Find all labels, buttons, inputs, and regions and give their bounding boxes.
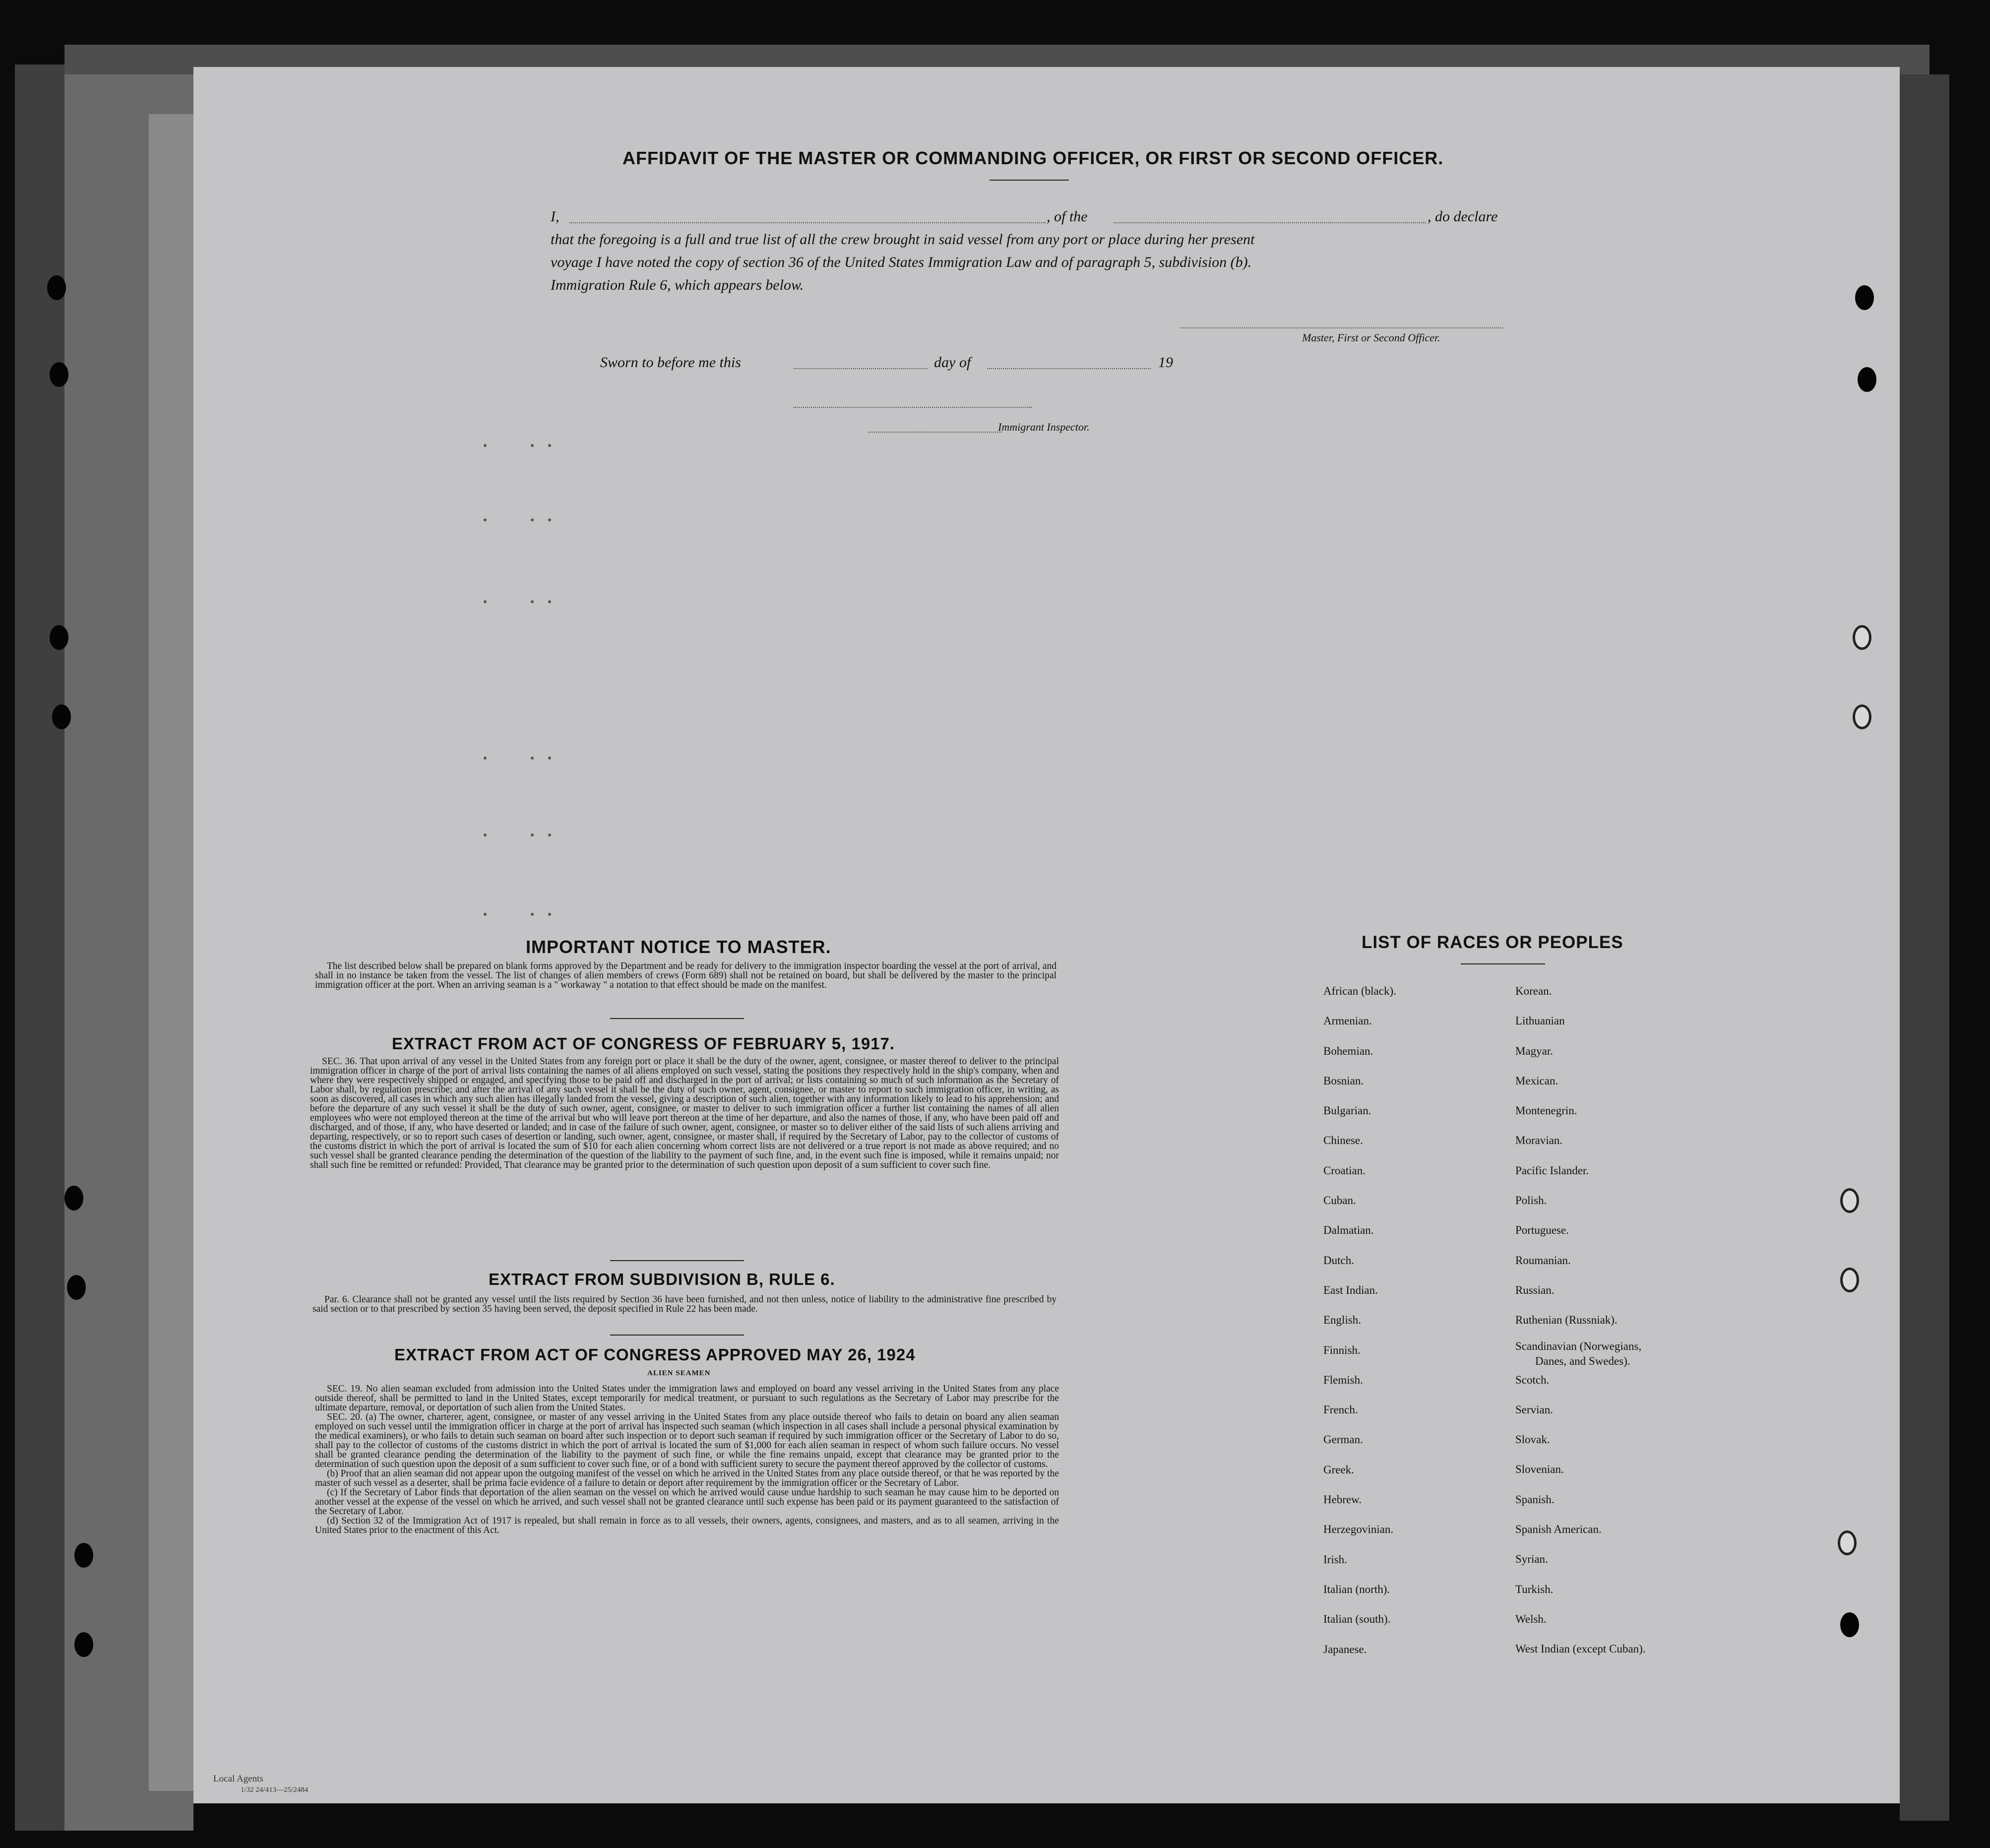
affidavit-statement-2: voyage I have noted the copy of section 36 of the United States Immigration Law and of paragraph 5, subdivision (b).: [551, 254, 1252, 270]
race-item: Dalmatian.: [1323, 1224, 1374, 1237]
faint-dot: [548, 913, 551, 916]
race-item: Slovenian.: [1515, 1463, 1564, 1476]
race-item: Greek.: [1323, 1463, 1354, 1476]
day-of-label: day of: [934, 354, 971, 371]
notice-divider: [610, 1018, 744, 1019]
extract-1917-paragraph: SEC. 36. That upon arrival of any vessel in the United States from any foreign port or place it shall be the duty of the owner, agent, consignee, or master thereof to deliver to the principal immigration officer in charge of the port of arrival lists containing the names of all aliens employed on such vessel, stating the positions they respectively hold in the ship's company, when and where they were respectively shipped or engaged, and specifying those to be paid off and discharged in the port of arrival; or lists containing so much of such information as the Secretary of Labor shall, by regulation prescribe; and after the arrival of any such vessel it shall be the duty of such owner, agent, consignee, or master to report to such immigration officer, in writing, as soon as discovered, all cases in which any such alien has illegally landed from the vessel, giving a description of such alien, together with any information likely to lead to his apprehension; and before the departure of any such vessel it shall be the duty of such owner, agent, consignee, or master to deliver to such immigration officer a further list containing the names of all alien employees who were not employed thereon at the time of the arrival but who will leave port thereon at the time of her departure, and also the names of those, if any, who have been paid off and discharged, and of those, if any, who have deserted or landed; and in case of the failure of such owner, agent, consignee, or master so to deliver either of the said lists of such aliens arriving and departing, respectively, or so to report such cases of desertion or landing, such owner, agent, consignee, or master shall, if required by the Secretary of Labor, pay to the collector of customs of the customs district in which the port of arrival is located the sum of $10 for each alien concerning whom correct lists are not delivered or a true report is not made as above required; and no such vessel shall be granted clearance pending the determination of the question of the liability to the payment of such fine, and, in the event such fine is imposed, while it remains unpaid; nor shall such fine be remitted or refunded: Provided, That clearance may be granted prior to the determination of such question upon deposit of a sum sufficient to cover such fine.: [310, 1056, 1059, 1170]
race-item: Japanese.: [1323, 1643, 1367, 1656]
binder-hole: [74, 1632, 93, 1657]
faint-dot: [531, 600, 534, 603]
vessel-blank[interactable]: [1114, 222, 1426, 223]
affidavit-statement: that the foregoing is a full and true list of all the crew brought in said vessel from any port or place during her present: [551, 231, 1255, 248]
footer-agents: Local Agents: [213, 1774, 263, 1784]
binder-hole: [1840, 1612, 1859, 1637]
race-item: Spanish American.: [1515, 1523, 1602, 1536]
binder-hole: [52, 704, 71, 729]
affidavit-title-rule: [990, 180, 1069, 181]
race-item: Slovak.: [1515, 1433, 1550, 1446]
races-right-column: [1515, 976, 1646, 1664]
binder-hole: [1840, 1188, 1859, 1213]
race-item: Danes, and Swedes).: [1535, 1354, 1630, 1367]
race-item: Italian (south).: [1323, 1613, 1391, 1626]
race-item: Russian.: [1515, 1283, 1555, 1296]
race-item: Syrian.: [1515, 1553, 1548, 1566]
faint-dot: [548, 757, 551, 760]
faint-dot: [484, 833, 487, 836]
extract-1917-divider: [610, 1260, 744, 1261]
race-item: Dutch.: [1323, 1254, 1354, 1267]
faint-dot: [548, 444, 551, 447]
extract-1924-sec20d: (d) Section 32 of the Immigration Act of 1917 is repealed, but shall remain in force as to all vessels, their owners, agents, consignees, and masters, and as to all seamen, arriving in the United States prior to the enactment of this Act.: [315, 1516, 1059, 1535]
binder-hole: [74, 1543, 93, 1568]
faint-dot: [484, 757, 487, 760]
extract-1924-title: EXTRACT FROM ACT OF CONGRESS APPROVED MAY 26, 1924: [394, 1345, 916, 1364]
faint-dot: [484, 444, 487, 447]
notice-paragraph: The list described below shall be prepared on blank forms approved by the Department and be ready for delivery to the immigration inspector boarding the vessel at the port of arrival, and shall in no instance be taken from the vessel. The list of changes of alien members of crews (Form 689) shall not be retained on board, but shall be delivered by the master to the principal immigration officer at the port. When an arriving seaman is a " workaway " a notation to that effect should be made on the manifest.: [315, 961, 1057, 990]
race-item: Roumanian.: [1515, 1254, 1571, 1267]
binder-hole: [1858, 367, 1876, 392]
race-item: Turkish.: [1515, 1583, 1554, 1595]
affidavit-statement-3: Immigration Rule 6, which appears below.: [551, 277, 804, 293]
race-item: Cuban.: [1323, 1194, 1356, 1207]
faint-dot: [531, 833, 534, 836]
race-item: Bulgarian.: [1323, 1104, 1371, 1117]
race-item: Mexican.: [1515, 1074, 1558, 1087]
affidavit-i-label: I,: [551, 208, 560, 225]
binder-hole: [1853, 704, 1871, 729]
race-item: Portuguese.: [1515, 1224, 1569, 1237]
faint-dot: [531, 518, 534, 521]
race-item: Scotch.: [1515, 1373, 1550, 1386]
extract-rule6-paragraph: Par. 6. Clearance shall not be granted any vessel until the lists required by Section 36 have been furnished, and not then unless, notice of liability to the administrative fine prescribed by said section or to that prescribed by section 35 having been served, the deposit specified in Rule 22 has been made.: [312, 1294, 1057, 1314]
extract-1924-sec19: SEC. 19. No alien seaman excluded from admission into the United States under the immigration laws and employed on board any vessel arriving in the United States from any place outside thereof, shall be permitted to land in the United States, except temporarily for medical treatment, or pursuant to such regulations as the Secretary of Labor may prescribe for the ultimate departure, removal, or deportation of such alien from the United States.: [315, 1384, 1059, 1413]
race-item: Magyar.: [1515, 1044, 1554, 1057]
inspector-label: Immigrant Inspector.: [998, 421, 1090, 433]
races-left-column: [1323, 976, 1396, 1664]
race-item: Italian (north).: [1323, 1583, 1390, 1595]
binder-hole: [47, 275, 66, 300]
inspector-signature-line[interactable]: [794, 407, 1032, 408]
race-item: East Indian.: [1323, 1283, 1378, 1296]
footer-form-number: 1/32 24/413—25/2484: [241, 1786, 309, 1794]
extract-1924-sec20b: (b) Proof that an alien seaman did not appear upon the outgoing manifest of the vessel on which he arrived in the United States from any place outside thereof, or that he was reported by the master of such vessel as a deserter, shall be prima facie evidence of a failure to detain or deport after requirement by the immigration officer or the Secretary of Labor.: [315, 1468, 1059, 1488]
extract-rule6-title: EXTRACT FROM SUBDIVISION B, RULE 6.: [489, 1270, 835, 1288]
races-title-rule: [1461, 963, 1545, 964]
race-item: Irish.: [1323, 1553, 1347, 1566]
race-item: German.: [1323, 1433, 1363, 1446]
binder-hole: [67, 1275, 86, 1300]
back-page-right: [1900, 74, 1949, 1821]
extract-1924-sec20c: (c) If the Secretary of Labor finds that deportation of the alien seaman on the vessel on which he arrived would cause undue hardship to such seaman he may cause him to be deported on another vessel at the expense of the vessel on which he arrived, and such vessel shall not be granted clearance until such expense has been paid or its payment guaranteed to the satisfaction of the Secretary of Labor.: [315, 1487, 1059, 1517]
race-item: Flemish.: [1323, 1373, 1363, 1386]
race-item: African (black).: [1323, 985, 1396, 997]
extract-1924-text: [315, 1384, 1059, 1535]
race-item: Polish.: [1515, 1194, 1547, 1207]
faint-dot: [484, 913, 487, 916]
extract-1917-title: EXTRACT FROM ACT OF CONGRESS OF FEBRUARY 5, 1917.: [392, 1034, 895, 1053]
races-title: LIST OF RACES OR PEOPLES: [1362, 933, 1623, 952]
extract-rule6-divider: [610, 1335, 744, 1336]
race-item: West Indian (except Cuban).: [1515, 1643, 1646, 1656]
race-item: Spanish.: [1515, 1493, 1555, 1506]
extract-1924-sec20a: SEC. 20. (a) The owner, charterer, agent, consignee, or master of any vessel arriving in the United States from any place outside thereof who fails to detain on board any alien seaman employed on such vessel until the immigration officer in charge at the port of arrival has inspected such seaman (which inspection in all cases shall include a personal physical examination by the medical examiners), or who fails to detain such seaman on board after such inspection or to deport such seaman if required by such immigration officer or the Secretary of Labor to do so, shall pay to the collector of customs of the customs district in which the port of arrival is located the sum of $1,000 for each alien seaman in respect of whom such failure occurs. No vessel shall be granted clearance pending the determination of the liability to the payment of such fine, or while the fine remains unpaid, except that clearance may be granted prior to the determination of such question upon the deposit of a sum sufficient to cover such fine, or of a bond with sufficient surety to secure the payment thereof approved by the collector of customs.: [315, 1412, 1059, 1469]
race-item: Bosnian.: [1323, 1074, 1364, 1087]
year-prefix: 19: [1158, 354, 1173, 371]
faint-dot: [484, 600, 487, 603]
race-item: Finnish.: [1323, 1343, 1361, 1356]
race-item: Croatian.: [1323, 1164, 1366, 1177]
name-blank[interactable]: [569, 222, 1046, 223]
inspector-signature-line-2[interactable]: [868, 432, 1002, 433]
master-signature-line[interactable]: [1181, 327, 1503, 328]
sworn-day-blank[interactable]: [794, 368, 928, 369]
faint-dot: [484, 518, 487, 521]
sworn-month-blank[interactable]: [987, 368, 1151, 369]
race-item: Herzegovinian.: [1323, 1523, 1394, 1536]
race-item: Ruthenian (Russniak).: [1515, 1314, 1617, 1327]
race-item: English.: [1323, 1314, 1362, 1327]
race-item: Servian.: [1515, 1403, 1554, 1416]
race-item: Bohemian.: [1323, 1044, 1373, 1057]
race-item: Welsh.: [1515, 1612, 1547, 1625]
binder-hole: [1853, 625, 1871, 650]
extract-1917-text: [310, 1057, 1059, 1170]
binder-hole: [1855, 285, 1874, 310]
race-item: Montenegrin.: [1515, 1104, 1577, 1117]
extract-1924-subtitle: ALIEN SEAMEN: [647, 1369, 711, 1377]
binder-hole: [1838, 1530, 1857, 1555]
race-item: Moravian.: [1515, 1134, 1563, 1147]
faint-dot: [548, 518, 551, 521]
race-item: Korean.: [1515, 985, 1552, 997]
faint-dot: [548, 600, 551, 603]
race-item: Pacific Islander.: [1515, 1164, 1589, 1177]
faint-dot: [531, 444, 534, 447]
extract-rule6-text: [312, 1295, 1057, 1314]
master-signature-label: Master, First or Second Officer.: [1302, 331, 1440, 344]
race-item: French.: [1323, 1403, 1358, 1416]
faint-dot: [531, 757, 534, 760]
race-item: Lithuanian: [1515, 1015, 1565, 1027]
faint-dot: [531, 913, 534, 916]
binder-hole: [50, 362, 68, 387]
race-item: Chinese.: [1323, 1134, 1363, 1147]
binder-hole: [64, 1186, 83, 1211]
race-item: Hebrew.: [1323, 1493, 1362, 1506]
affidavit-title: AFFIDAVIT OF THE MASTER OR COMMANDING OFFICER, OR FIRST OR SECOND OFFICER.: [622, 148, 1444, 168]
binder-hole: [50, 625, 68, 650]
binder-hole: [1840, 1268, 1859, 1292]
sworn-label: Sworn to before me this: [600, 354, 741, 371]
affidavit-of-the-label: , of the: [1047, 208, 1088, 225]
faint-dot: [548, 833, 551, 836]
notice-text: [315, 961, 1057, 990]
notice-title: IMPORTANT NOTICE TO MASTER.: [526, 937, 831, 957]
affidavit-do-declare-label: , do declare: [1428, 208, 1498, 225]
back-page-left: [15, 64, 64, 1831]
race-item: Armenian.: [1323, 1015, 1372, 1027]
race-item: Scandinavian (Norwegians,: [1515, 1339, 1642, 1352]
